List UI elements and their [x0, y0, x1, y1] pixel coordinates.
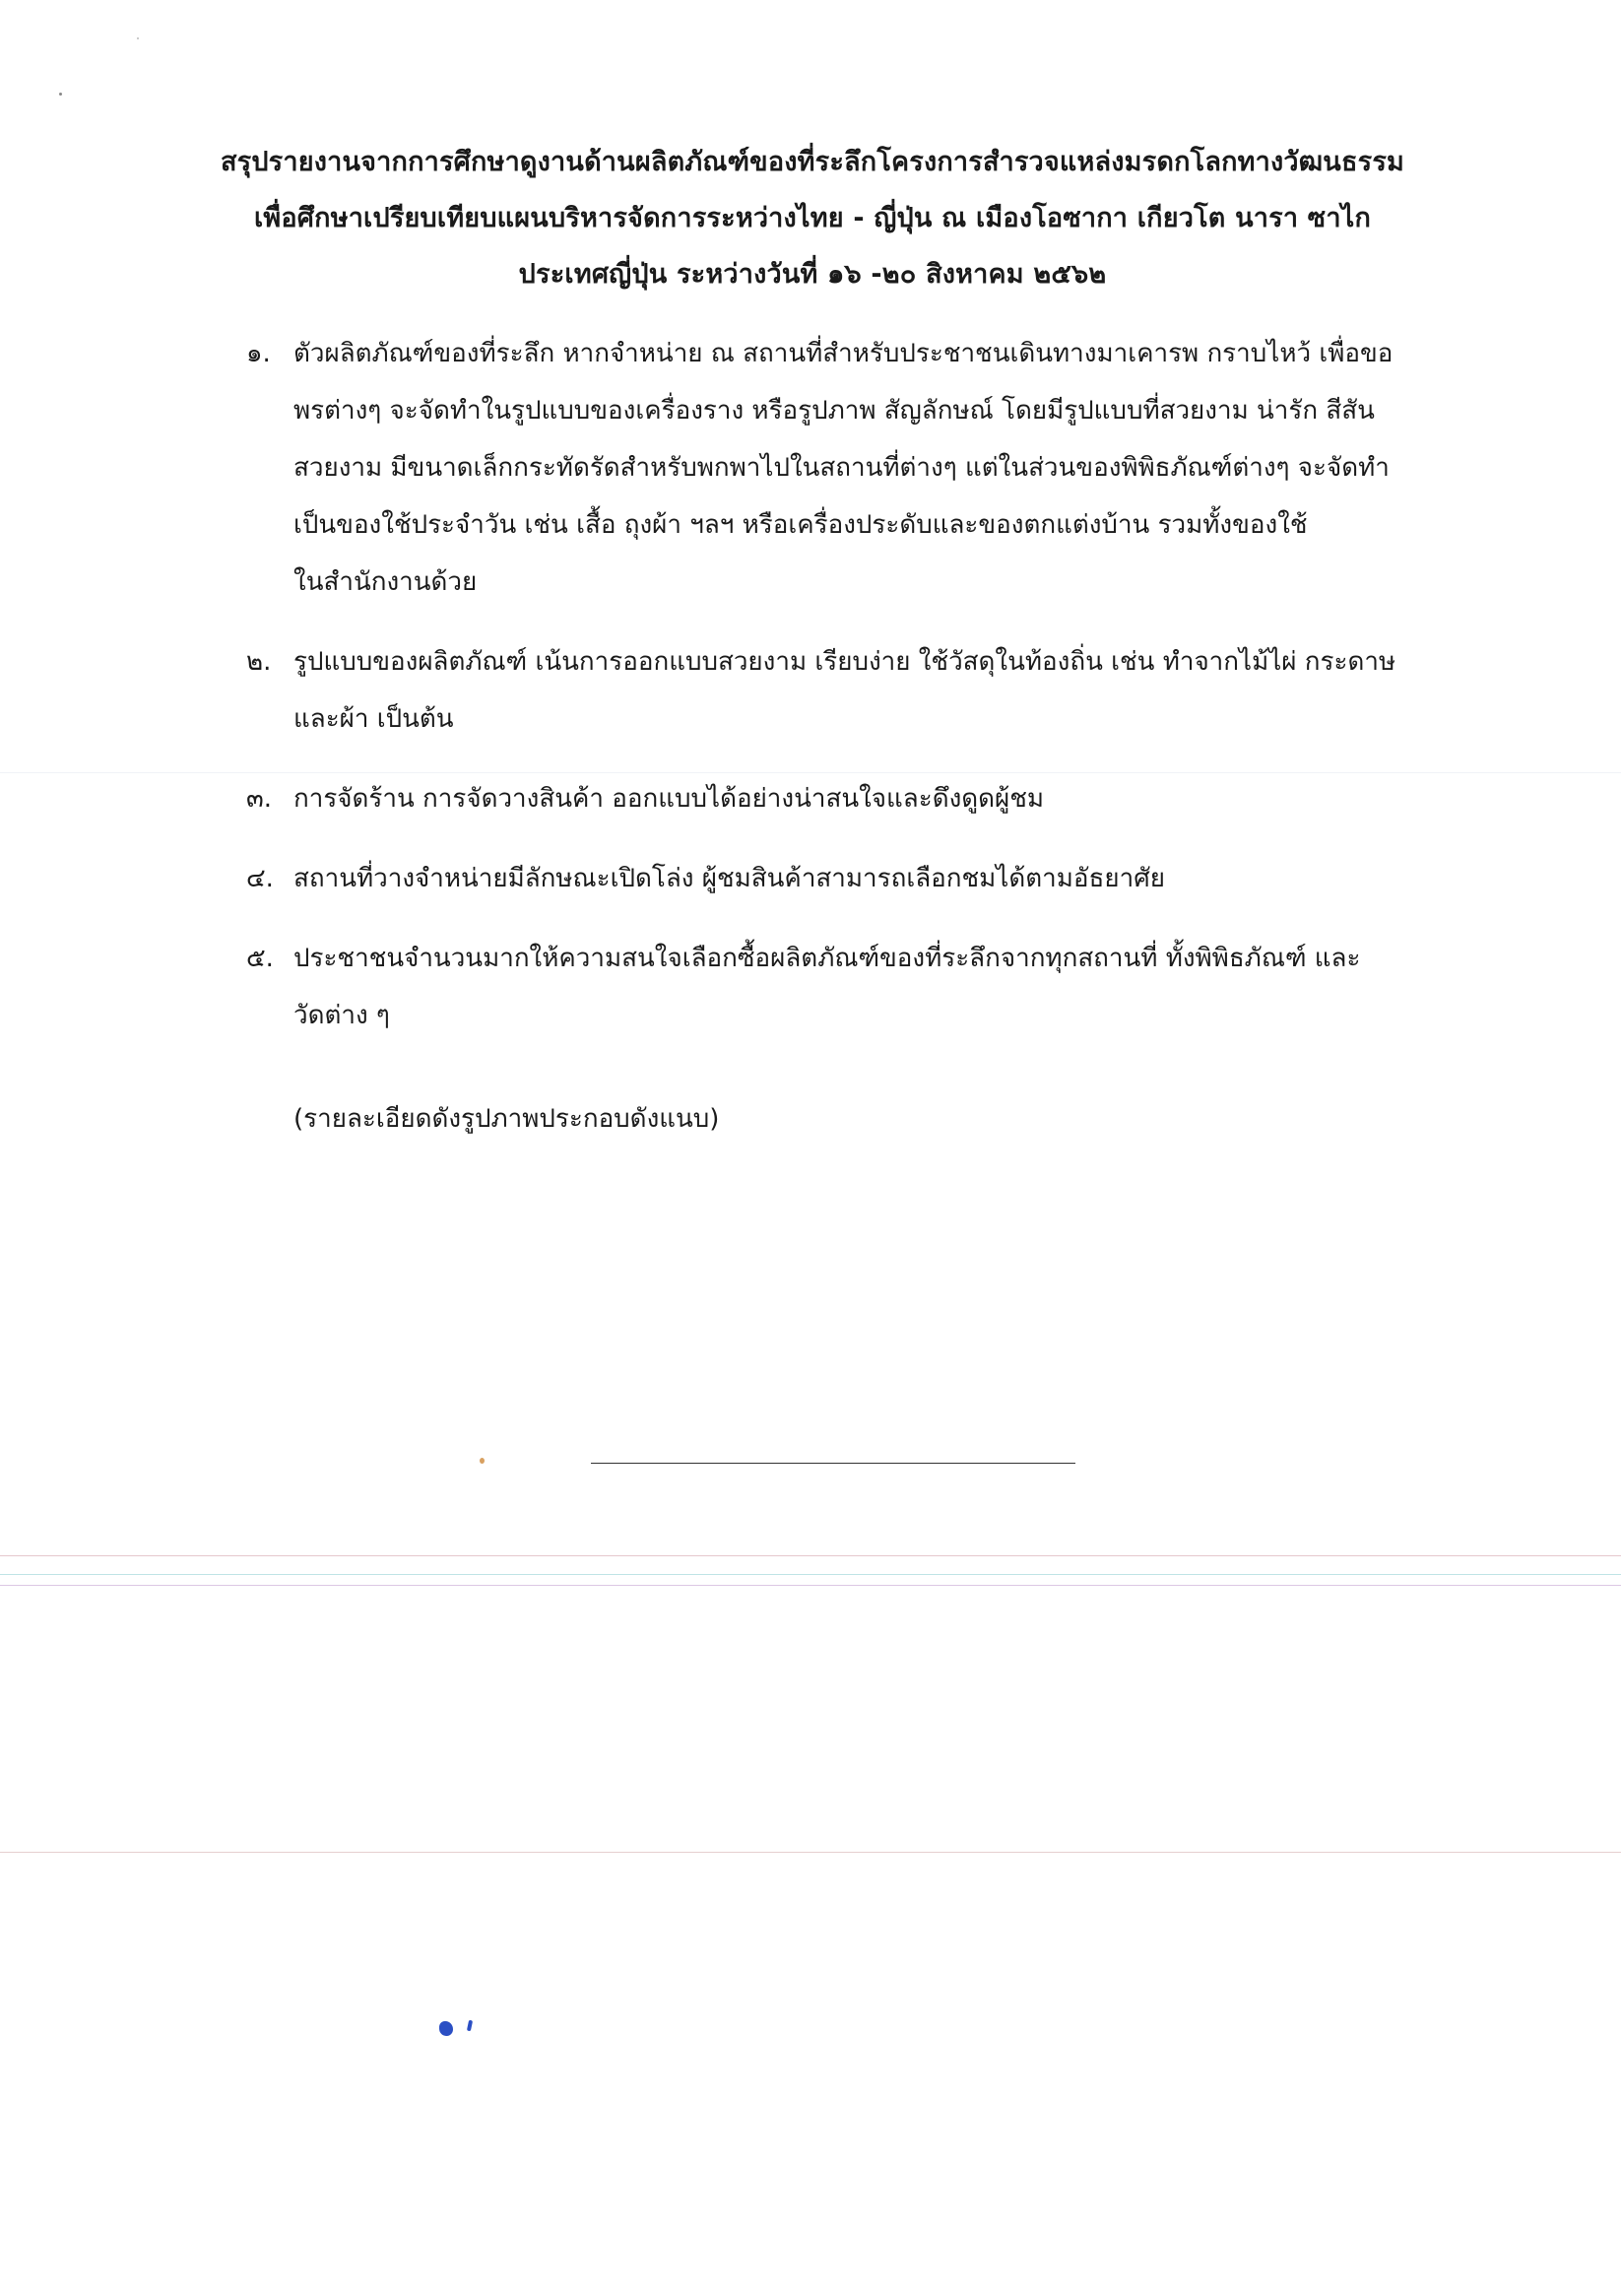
list-item	[236, 325, 1458, 611]
scan-speck	[59, 93, 62, 96]
list-item-text: รูปแบบของผลิตภัณฑ์ เน้นการออกแบบสวยงาม เรียบง่าย ใช้วัสดุในท้องถิ่น เช่น ทำจากไม้ไผ่ กระดาษ	[293, 647, 1396, 677]
title-line-3: ประเทศญี่ปุ่น ระหว่างวันที่ ๑๖ -๒๐ สิงหาคม ๒๕๖๒	[518, 259, 1107, 290]
signature-line	[591, 1463, 1075, 1464]
list-item-number: ๑.	[246, 339, 271, 368]
ink-mark	[439, 2021, 453, 2036]
scan-speck	[480, 1458, 485, 1464]
scan-artifact-line	[0, 1574, 1621, 1575]
title-line-1: สรุปรายงานจากการศึกษาดูงานด้านผลิตภัณฑ์ของที่ระลึกโครงการสำรวจแหล่งมรดกโลกทางวัฒนธรรม	[220, 147, 1405, 177]
list-item-text: และผ้า เป็นต้น	[293, 704, 454, 734]
list-item-text: ตัวผลิตภัณฑ์ของที่ระลึก หากจำหน่าย ณ สถานที่สำหรับประชาชนเดินทางมาเคารพ กราบไหว้ เพื่อขอ	[293, 339, 1394, 368]
summary-list	[236, 325, 1458, 1067]
list-item-text: วัดต่าง ๆ	[293, 1001, 390, 1030]
list-item-text: พรต่างๆ จะจัดทำในรูปแบบของเครื่องราง หรือรูปภาพ สัญลักษณ์ โดยมีรูปแบบที่สวยงาม น่ารัก สีสัน	[293, 396, 1375, 426]
attachment-note: (รายละเอียดดังรูปภาพประกอบดังแนบ)	[293, 1104, 720, 1134]
list-item	[236, 930, 1458, 1044]
ink-mark	[467, 2020, 473, 2032]
list-item-text: เป็นของใช้ประจำวัน เช่น เสื้อ ถุงผ้า ฯลฯ หรือเครื่องประดับและของตกแต่งบ้าน รวมทั้งของใช้	[293, 510, 1308, 540]
list-item-number: ๔.	[246, 864, 274, 893]
list-item	[236, 850, 1458, 907]
list-item-number: ๕.	[246, 944, 274, 973]
scan-speck	[137, 37, 139, 39]
title-line-2: เพื่อศึกษาเปรียบเทียบแผนบริหารจัดการระหว่างไทย - ญี่ปุ่น ณ เมืองโอซากา เกียวโต นารา ซาไก	[253, 203, 1372, 233]
scan-artifact-line	[0, 1852, 1621, 1853]
scan-artifact-line	[0, 1555, 1621, 1556]
scan-artifact-line	[0, 1585, 1621, 1586]
list-item-text: สวยงาม มีขนาดเล็กกระทัดรัดสำหรับพกพาไปในสถานที่ต่างๆ แต่ในส่วนของพิพิธภัณฑ์ต่างๆ จะจัดทำ	[293, 453, 1390, 483]
list-item	[236, 770, 1458, 827]
list-item-text: ประชาชนจำนวนมากให้ความสนใจเลือกซื้อผลิตภัณฑ์ของที่ระลึกจากทุกสถานที่ ทั้งพิพิธภัณฑ์ และ	[293, 944, 1361, 973]
list-item-text: สถานที่วางจำหน่ายมีลักษณะเปิดโล่ง ผู้ชมสินค้าสามารถเลือกชมได้ตามอัธยาศัย	[293, 864, 1165, 893]
list-item-number: ๒.	[246, 647, 272, 677]
list-item	[236, 633, 1458, 748]
list-item-text: การจัดร้าน การจัดวางสินค้า ออกแบบได้อย่างน่าสนใจและดึงดูดผู้ชม	[293, 784, 1045, 814]
document-title	[177, 134, 1448, 302]
list-item-number: ๓.	[246, 784, 273, 814]
list-item-text: ในสำนักงานด้วย	[293, 567, 478, 597]
